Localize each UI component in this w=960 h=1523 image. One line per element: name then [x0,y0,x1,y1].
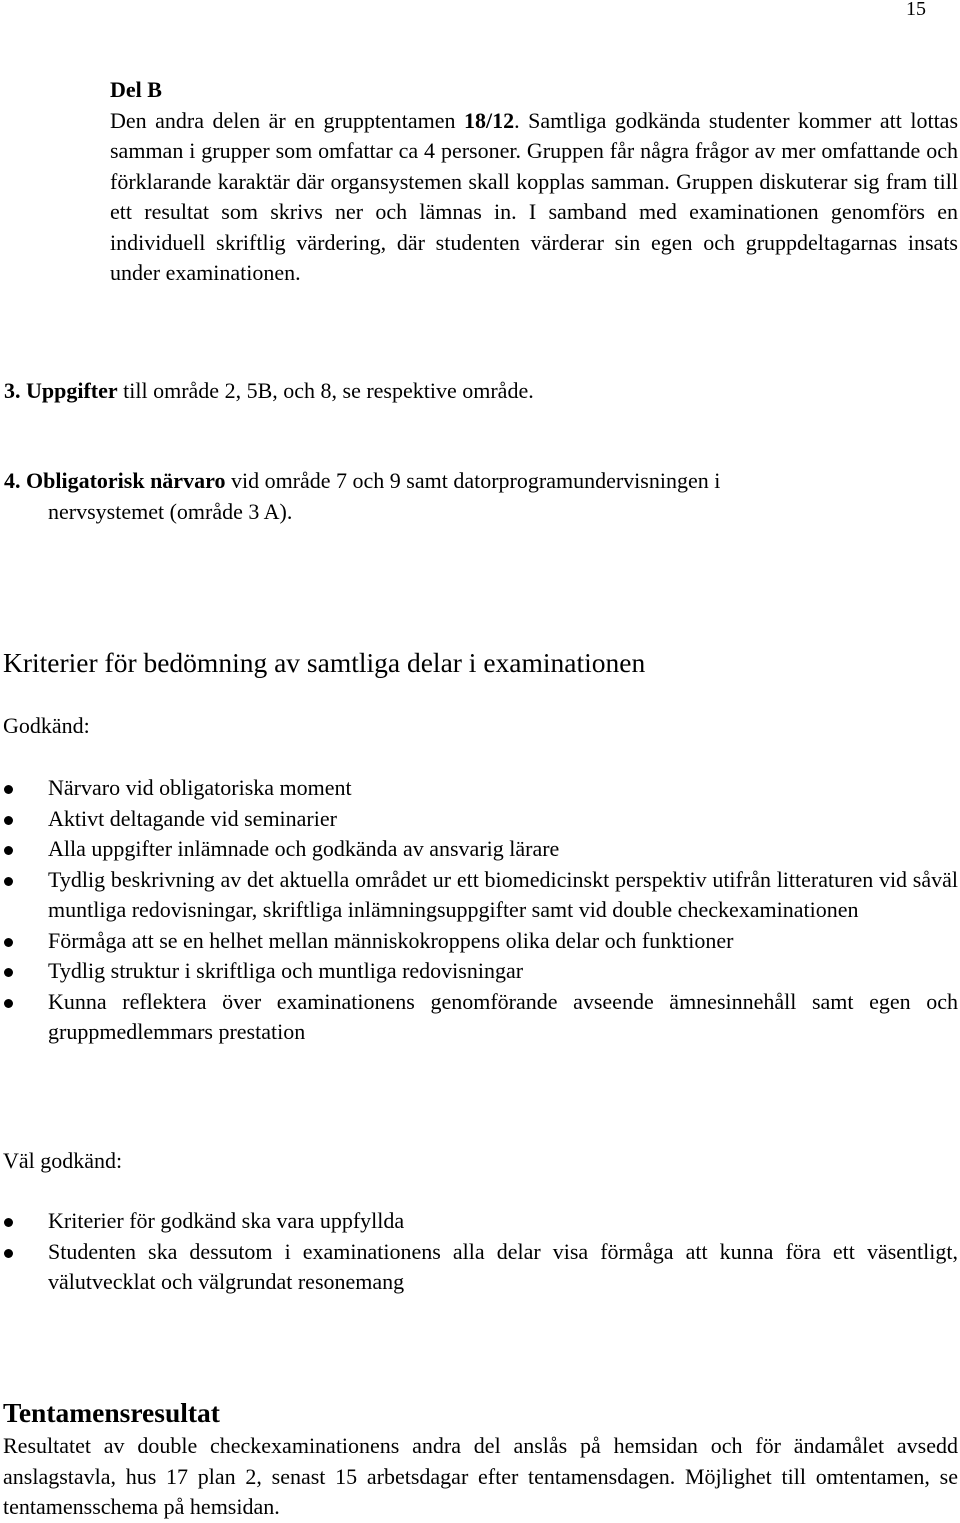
list-item-text: Kunna reflektera över examinationens genomförande avseende ämnesinnehåll samt egen och gruppmedlemmars prestation [48,988,958,1044]
bullet-icon [4,1218,13,1227]
bullet-icon [4,968,13,977]
part-b-paragraph [110,106,958,289]
item-3 [4,376,534,407]
list-item-text: Alla uppgifter inlämnade och godkända av ansvarig lärare [48,836,560,861]
list-item [0,956,958,987]
item-3-bold: Uppgifter [26,378,118,403]
bullet-icon [4,999,13,1008]
bullet-icon [4,1249,13,1258]
part-b-text-before: Den andra delen är en grupptentamen [110,107,464,133]
criteria-title: Kriterier för bedömning av samtliga delar i examinationen [3,647,646,678]
bullet-icon [4,846,13,855]
part-b-date: 18/12 [464,107,515,133]
list-item [0,773,958,804]
page-number: 15 [906,0,926,20]
bullet-icon [4,785,13,794]
part-b-section [110,75,958,289]
list-item [0,865,958,926]
item-4-number: 4. [4,468,21,493]
part-b-heading: Del B [110,77,162,102]
bullet-icon [4,877,13,886]
list-item [0,804,958,835]
list-item [0,1237,958,1298]
list-item-text: Förmåga att se en helhet mellan människokroppens olika delar och funktioner [48,927,734,953]
list-item [0,987,958,1048]
list-item-text: Aktivt deltagande vid seminarier [48,805,337,831]
part-b-text-after: . Samtliga godkända studenter kommer att lottas samman i grupper som omfattar ca 4 personer. Gruppen får några frågor av mer omfattande och förklarande karaktär där organsystemen skall kopplas samman. Gruppen diskuterar sig fram till ett resultat som skrivs ner och lämnas in. I samband med examinationen genomförs en individuell skriftlig värdering, där studenten värderar sin egen och gruppdeltagarnas insats under examinationen. [110,107,959,285]
item-4-text: vid område 7 och 9 samt datorprogramundervisningen i [225,468,721,493]
val-godkand-list [0,1206,958,1298]
item-4-bold: Obligatorisk närvaro [26,468,226,493]
results-body: Resultatet av double checkexaminationens andra del anslås på hemsidan och för ändamålet avsedd anslagstavla, hus 17 plan 2, senast 15 arbetsdagar efter tentamensdagen. Möjlighet till omtentamen, se tentamensschema på hemsidan. [3,1433,958,1519]
godkand-heading: Godkänd: [3,713,90,738]
bullet-icon [4,816,13,825]
item-3-number: 3. [4,378,21,403]
godkand-list [0,773,958,1048]
item-4 [4,466,904,527]
bullet-icon [4,938,13,947]
list-item-text: Tydlig struktur i skriftliga och muntliga redovisningar [48,958,524,983]
list-item-text: Kriterier för godkänd ska vara uppfyllda [48,1208,405,1233]
list-item-text: Tydlig beskrivning av det aktuella området ur ett biomedicinskt perspektiv utifrån litteraturen vid såväl muntliga redovisningar, skriftliga inlämningsuppgifter samt vid double checkexaminationen [48,866,958,922]
list-item-text: Närvaro vid obligatoriska moment [48,775,352,800]
list-item [0,834,958,865]
results-title: Tentamensresultat [3,1397,220,1428]
val-godkand-heading: Väl godkänd: [3,1148,123,1173]
item-4-continuation: nervsystemet (område 3 A). [48,498,293,524]
list-item [0,926,958,957]
list-item-text: Studenten ska dessutom i examinationens alla delar visa förmåga att kunna föra ett väsentligt, välutvecklat och välgrundat resonemang [48,1238,958,1294]
item-3-text: till område 2, 5B, och 8, se respektive område. [117,378,534,403]
list-item [0,1206,958,1237]
